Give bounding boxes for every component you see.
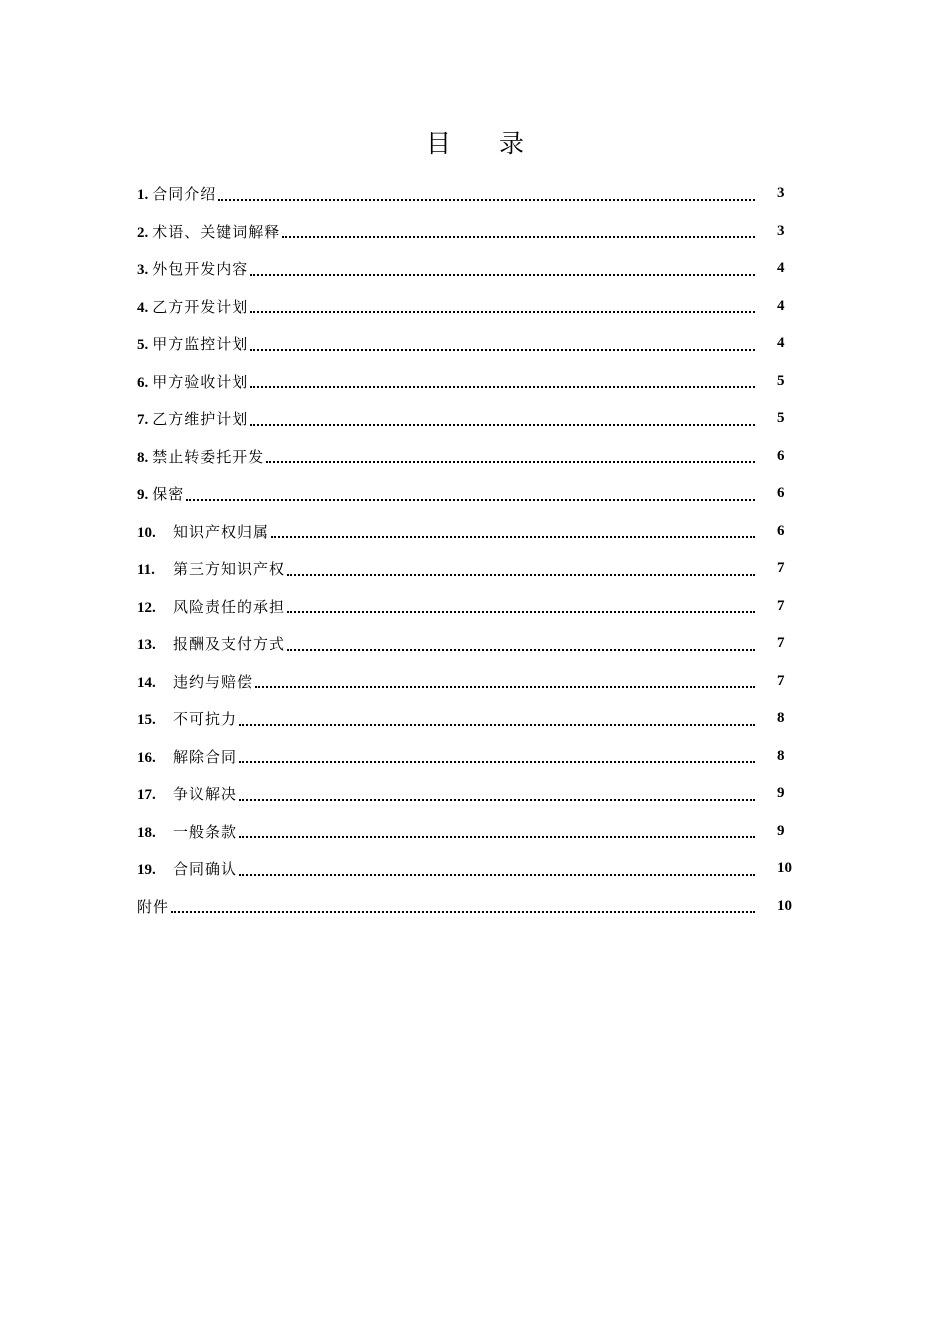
toc-entry-number: 19. — [137, 862, 156, 879]
toc-dot-leader — [250, 273, 755, 276]
toc-entry-page: 4 — [777, 260, 785, 277]
toc-entry-number: 5. — [137, 337, 149, 354]
toc-dot-leader — [287, 648, 755, 651]
toc-entry-text — [137, 221, 280, 242]
toc-entry-number: 11. — [137, 562, 155, 579]
toc-entry-page: 10 — [777, 860, 792, 877]
toc-entry-text — [137, 333, 248, 354]
toc-entry-number: 8. — [137, 449, 149, 466]
toc-entry-label: 第三方知识产权 — [173, 560, 286, 579]
toc-entry-page: 4 — [777, 297, 785, 314]
toc-entry-label: 附件 — [137, 897, 170, 916]
toc-dot-leader — [282, 235, 755, 238]
toc-entry-label: 乙方开发计划 — [152, 297, 249, 316]
toc-entry-text — [137, 408, 248, 429]
toc-dot-leader — [250, 348, 755, 351]
toc-entry-page: 4 — [777, 335, 785, 352]
toc-entry-number: 3. — [137, 262, 149, 279]
toc-entry[interactable] — [137, 400, 817, 438]
toc-dot-leader — [171, 910, 755, 913]
toc-entry-page: 6 — [777, 522, 785, 539]
toc-entry-number: 17. — [137, 787, 156, 804]
toc-entry-page: 5 — [777, 372, 785, 389]
toc-entry-text — [137, 183, 216, 204]
toc-entry-text — [137, 671, 253, 692]
toc-entry-page: 8 — [777, 710, 785, 727]
toc-entry[interactable] — [137, 550, 817, 588]
toc-entry[interactable] — [137, 775, 817, 813]
toc-title: 目 录 — [426, 129, 544, 158]
toc-entry-page: 7 — [777, 635, 785, 652]
toc-dot-leader — [239, 798, 755, 801]
toc-entry-label: 解除合同 — [173, 747, 238, 766]
toc-entry-page: 7 — [777, 560, 785, 577]
toc-dot-leader — [239, 873, 755, 876]
toc-entry-number: 6. — [137, 374, 149, 391]
toc-entry-page: 6 — [777, 447, 785, 464]
toc-entry-number: 4. — [137, 299, 149, 316]
toc-entry[interactable] — [137, 325, 817, 363]
toc-entry-text — [137, 296, 248, 317]
toc-entry[interactable] — [137, 888, 817, 926]
toc-entry-page: 6 — [777, 485, 785, 502]
toc-dot-leader — [287, 573, 755, 576]
toc-entry-label: 甲方验收计划 — [152, 372, 249, 391]
toc-dot-leader — [239, 723, 755, 726]
toc-entry-page: 9 — [777, 785, 785, 802]
toc-entry-number: 15. — [137, 712, 156, 729]
toc-entry-label: 报酬及支付方式 — [173, 635, 286, 654]
toc-entry-text — [137, 258, 248, 279]
toc-entry-text — [137, 896, 169, 917]
toc-dot-leader — [250, 423, 755, 426]
toc-entry-label: 乙方维护计划 — [152, 410, 249, 429]
toc-entry[interactable] — [137, 438, 817, 476]
toc-entry[interactable] — [137, 175, 817, 213]
toc-dot-leader — [250, 310, 755, 313]
toc-entry-number: 16. — [137, 749, 156, 766]
toc-entry-text — [137, 783, 237, 804]
toc-entry-text — [137, 858, 237, 879]
toc-entry-number: 13. — [137, 637, 156, 654]
toc-dot-leader — [239, 760, 755, 763]
toc-entry[interactable] — [137, 288, 817, 326]
toc-entry-number: 7. — [137, 412, 149, 429]
toc-entry-label: 保密 — [152, 485, 185, 504]
toc-entry-page: 10 — [777, 897, 792, 914]
toc-entry-number: 2. — [137, 224, 149, 241]
toc-entry-label: 合同介绍 — [152, 185, 217, 204]
toc-entry-number: 10. — [137, 524, 156, 541]
toc-entry-label: 知识产权归属 — [173, 522, 270, 541]
toc-entry[interactable] — [137, 700, 817, 738]
toc-entry[interactable] — [137, 513, 817, 551]
toc-entry-text — [137, 558, 285, 579]
toc-entry-label: 外包开发内容 — [152, 260, 249, 279]
toc-entry-text — [137, 483, 184, 504]
toc-entry[interactable] — [137, 363, 817, 401]
toc-entry-text — [137, 821, 237, 842]
toc-entry-text — [137, 633, 285, 654]
toc-entry-label: 争议解决 — [173, 785, 238, 804]
toc-entry-text — [137, 746, 237, 767]
toc-entry-page: 7 — [777, 597, 785, 614]
toc-entry-number: 14. — [137, 674, 156, 691]
toc-dot-leader — [218, 198, 755, 201]
toc-entry[interactable] — [137, 625, 817, 663]
toc-entry-text — [137, 596, 285, 617]
toc-entry-label: 违约与赔偿 — [173, 672, 254, 691]
toc-entry[interactable] — [137, 813, 817, 851]
toc-entry-text — [137, 371, 248, 392]
toc-dot-leader — [250, 385, 755, 388]
toc-entry-number: 18. — [137, 824, 156, 841]
toc-entry-page: 9 — [777, 822, 785, 839]
toc-entry-page: 8 — [777, 747, 785, 764]
toc-entry-text — [137, 521, 269, 542]
toc-entry-label: 禁止转委托开发 — [152, 447, 265, 466]
toc-entry-label: 甲方监控计划 — [152, 335, 249, 354]
toc-dot-leader — [255, 685, 755, 688]
toc-entry-label: 合同确认 — [173, 860, 238, 879]
toc-entry-number: 12. — [137, 599, 156, 616]
toc-dot-leader — [266, 460, 755, 463]
toc-entry-page: 7 — [777, 672, 785, 689]
toc-dot-leader — [186, 498, 755, 501]
toc-entry-label: 术语、关键词解释 — [152, 222, 281, 241]
toc-entry[interactable] — [137, 588, 817, 626]
toc-entry[interactable] — [137, 213, 817, 251]
toc-entry[interactable] — [137, 738, 817, 776]
toc-dot-leader — [239, 835, 755, 838]
toc-entry-text — [137, 446, 264, 467]
toc-entry[interactable] — [137, 475, 817, 513]
toc-entry-text — [137, 708, 237, 729]
toc-entry-number: 1. — [137, 187, 149, 204]
toc-entry-label: 风险责任的承担 — [173, 597, 286, 616]
toc-entry-page: 3 — [777, 222, 785, 239]
toc-entry-page: 5 — [777, 410, 785, 427]
toc-entry[interactable] — [137, 250, 817, 288]
toc-entry-label: 一般条款 — [173, 822, 238, 841]
toc-entry-label: 不可抗力 — [173, 710, 238, 729]
toc-dot-leader — [287, 610, 755, 613]
toc-entry[interactable] — [137, 850, 817, 888]
toc-dot-leader — [271, 535, 755, 538]
toc-entry-number: 9. — [137, 487, 149, 504]
toc-entry-page: 3 — [777, 185, 785, 202]
table-of-contents — [137, 175, 817, 925]
toc-entry[interactable] — [137, 663, 817, 701]
